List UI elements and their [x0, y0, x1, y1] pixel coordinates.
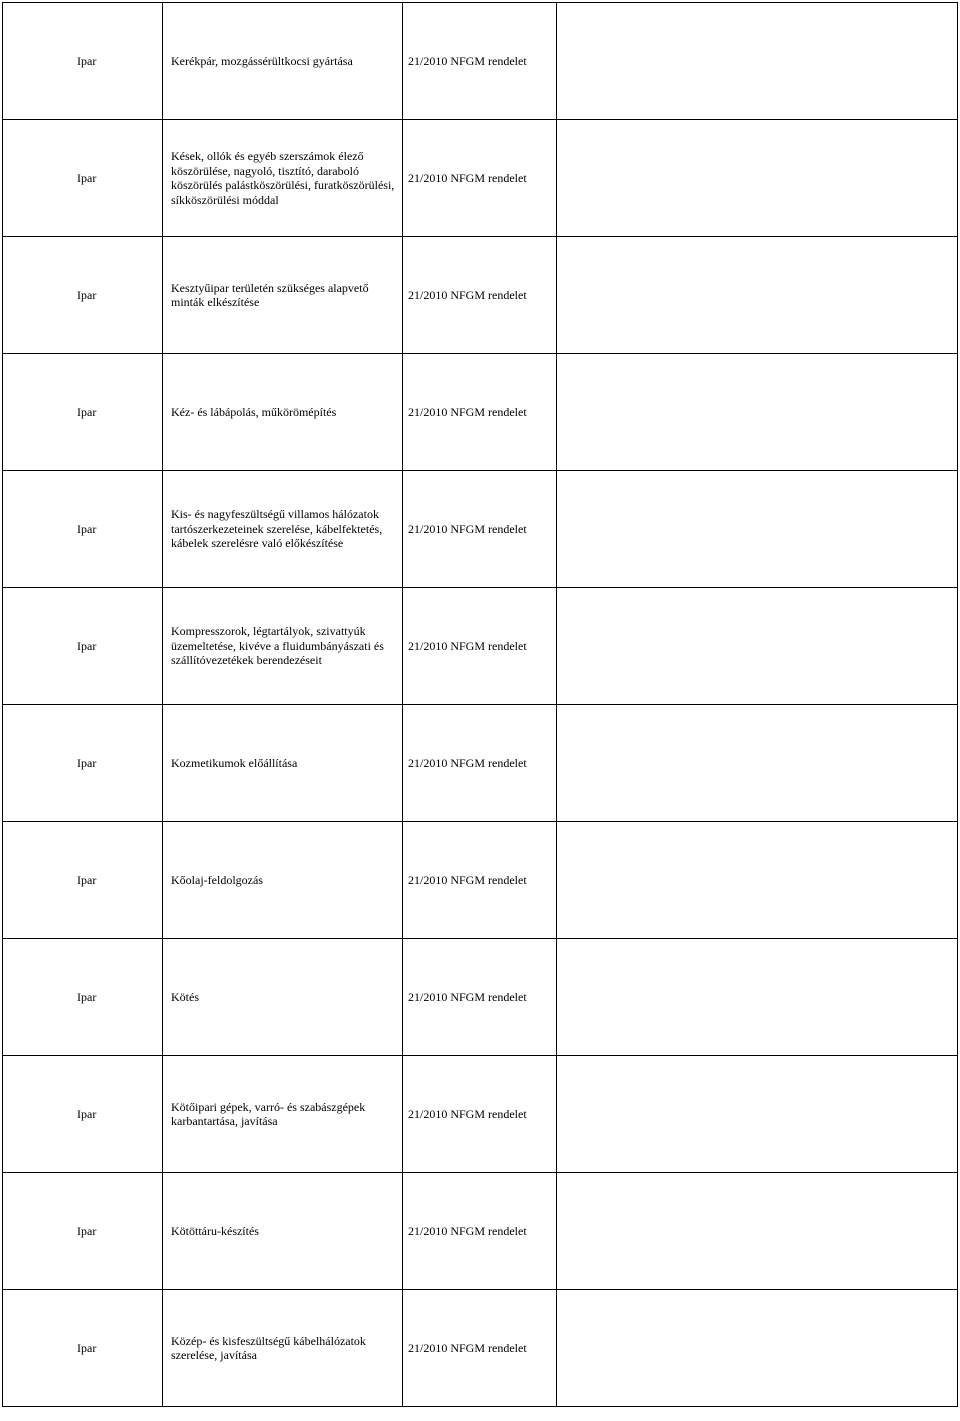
table-row: [3, 354, 958, 471]
sector-cell: [3, 1173, 163, 1290]
sector-cell: [3, 1290, 163, 1407]
empty-cell: [557, 588, 958, 705]
activity-text: Kések, ollók és egyéb szerszámok élező köszörülése, nagyoló, tisztító, daraboló köszörülés palástköszörülési, furatköszörülési, síkköszörülési móddal: [171, 149, 395, 207]
sector-cell: [3, 705, 163, 822]
activity-cell: [163, 3, 403, 120]
regulation-text: 21/2010 NFGM rendelet: [408, 989, 527, 1004]
empty-cell: [557, 120, 958, 237]
table-row: [3, 1173, 958, 1290]
table-row: [3, 120, 958, 237]
regulation-text: 21/2010 NFGM rendelet: [408, 1106, 527, 1121]
sector-cell: [3, 354, 163, 471]
table-row: [3, 3, 958, 120]
sector-text: Ipar: [77, 287, 97, 302]
table-row: [3, 939, 958, 1056]
regulation-cell: [403, 705, 557, 822]
regulation-text: 21/2010 NFGM rendelet: [408, 755, 527, 770]
sector-cell: [3, 471, 163, 588]
sector-text: Ipar: [77, 1223, 97, 1238]
activity-cell: [163, 588, 403, 705]
regulation-cell: [403, 939, 557, 1056]
table-row: [3, 588, 958, 705]
activity-cell: [163, 354, 403, 471]
regulation-text: 21/2010 NFGM rendelet: [408, 638, 527, 653]
table-row: [3, 1056, 958, 1173]
activity-cell: [163, 120, 403, 237]
empty-cell: [557, 1173, 958, 1290]
empty-cell: [557, 822, 958, 939]
sector-text: Ipar: [77, 1340, 97, 1355]
regulation-text: 21/2010 NFGM rendelet: [408, 521, 527, 536]
empty-cell: [557, 705, 958, 822]
empty-cell: [557, 354, 958, 471]
empty-cell: [557, 1056, 958, 1173]
regulation-table: [2, 2, 958, 1407]
sector-text: Ipar: [77, 170, 97, 185]
sector-text: Ipar: [77, 1106, 97, 1121]
activity-text: Kéz- és lábápolás, műkörömépítés: [171, 404, 337, 419]
regulation-text: 21/2010 NFGM rendelet: [408, 404, 527, 419]
activity-text: Kis- és nagyfeszültségű villamos hálózatok tartószerkezeteinek szerelése, kábelfektetés, kábelek szerelésre való előkészítése: [171, 507, 383, 551]
activity-cell: [163, 471, 403, 588]
activity-text: Kozmetikumok előállítása: [171, 755, 298, 770]
regulation-cell: [403, 3, 557, 120]
sector-cell: [3, 588, 163, 705]
sector-text: Ipar: [77, 872, 97, 887]
activity-cell: [163, 237, 403, 354]
sector-cell: [3, 120, 163, 237]
regulation-cell: [403, 120, 557, 237]
activity-text: Kompresszorok, légtartályok, szivattyúk üzemeltetése, kivéve a fluidumbányászati és szállítóvezetékek berendezéseit: [171, 624, 384, 668]
table-row: [3, 1290, 958, 1407]
regulation-text: 21/2010 NFGM rendelet: [408, 287, 527, 302]
sector-text: Ipar: [77, 755, 97, 770]
regulation-cell: [403, 822, 557, 939]
sector-text: Ipar: [77, 521, 97, 536]
activity-text: Kötés: [171, 989, 199, 1004]
activity-cell: [163, 705, 403, 822]
sector-text: Ipar: [77, 989, 97, 1004]
regulation-cell: [403, 588, 557, 705]
activity-text: Kerékpár, mozgássérültkocsi gyártása: [171, 53, 353, 68]
table-row: [3, 705, 958, 822]
regulation-text: 21/2010 NFGM rendelet: [408, 1340, 527, 1355]
sector-cell: [3, 939, 163, 1056]
activity-text: Kötöttáru-készítés: [171, 1223, 259, 1238]
empty-cell: [557, 237, 958, 354]
regulation-text: 21/2010 NFGM rendelet: [408, 872, 527, 887]
table-row: [3, 471, 958, 588]
regulation-text: 21/2010 NFGM rendelet: [408, 1223, 527, 1238]
activity-cell: [163, 1173, 403, 1290]
regulation-cell: [403, 1056, 557, 1173]
table-row: [3, 822, 958, 939]
activity-cell: [163, 1290, 403, 1407]
regulation-cell: [403, 471, 557, 588]
activity-cell: [163, 822, 403, 939]
sector-cell: [3, 822, 163, 939]
sector-text: Ipar: [77, 404, 97, 419]
sector-cell: [3, 3, 163, 120]
activity-text: Kesztyűipar területén szükséges alapvető minták elkészítése: [171, 280, 369, 309]
empty-cell: [557, 3, 958, 120]
table-body: [3, 3, 958, 1407]
sector-text: Ipar: [77, 638, 97, 653]
regulation-cell: [403, 1290, 557, 1407]
activity-cell: [163, 1056, 403, 1173]
activity-text: Közép- és kisfeszültségű kábelhálózatok szerelése, javítása: [171, 1333, 366, 1362]
sector-cell: [3, 237, 163, 354]
empty-cell: [557, 939, 958, 1056]
regulation-cell: [403, 354, 557, 471]
regulation-cell: [403, 1173, 557, 1290]
regulation-cell: [403, 237, 557, 354]
empty-cell: [557, 1290, 958, 1407]
regulation-text: 21/2010 NFGM rendelet: [408, 170, 527, 185]
sector-cell: [3, 1056, 163, 1173]
sector-text: Ipar: [77, 53, 97, 68]
empty-cell: [557, 471, 958, 588]
activity-cell: [163, 939, 403, 1056]
regulation-text: 21/2010 NFGM rendelet: [408, 53, 527, 68]
activity-text: Kőolaj-feldolgozás: [171, 872, 263, 887]
activity-text: Kötőipari gépek, varró- és szabászgépek karbantartása, javítása: [171, 1099, 366, 1128]
table-row: [3, 237, 958, 354]
